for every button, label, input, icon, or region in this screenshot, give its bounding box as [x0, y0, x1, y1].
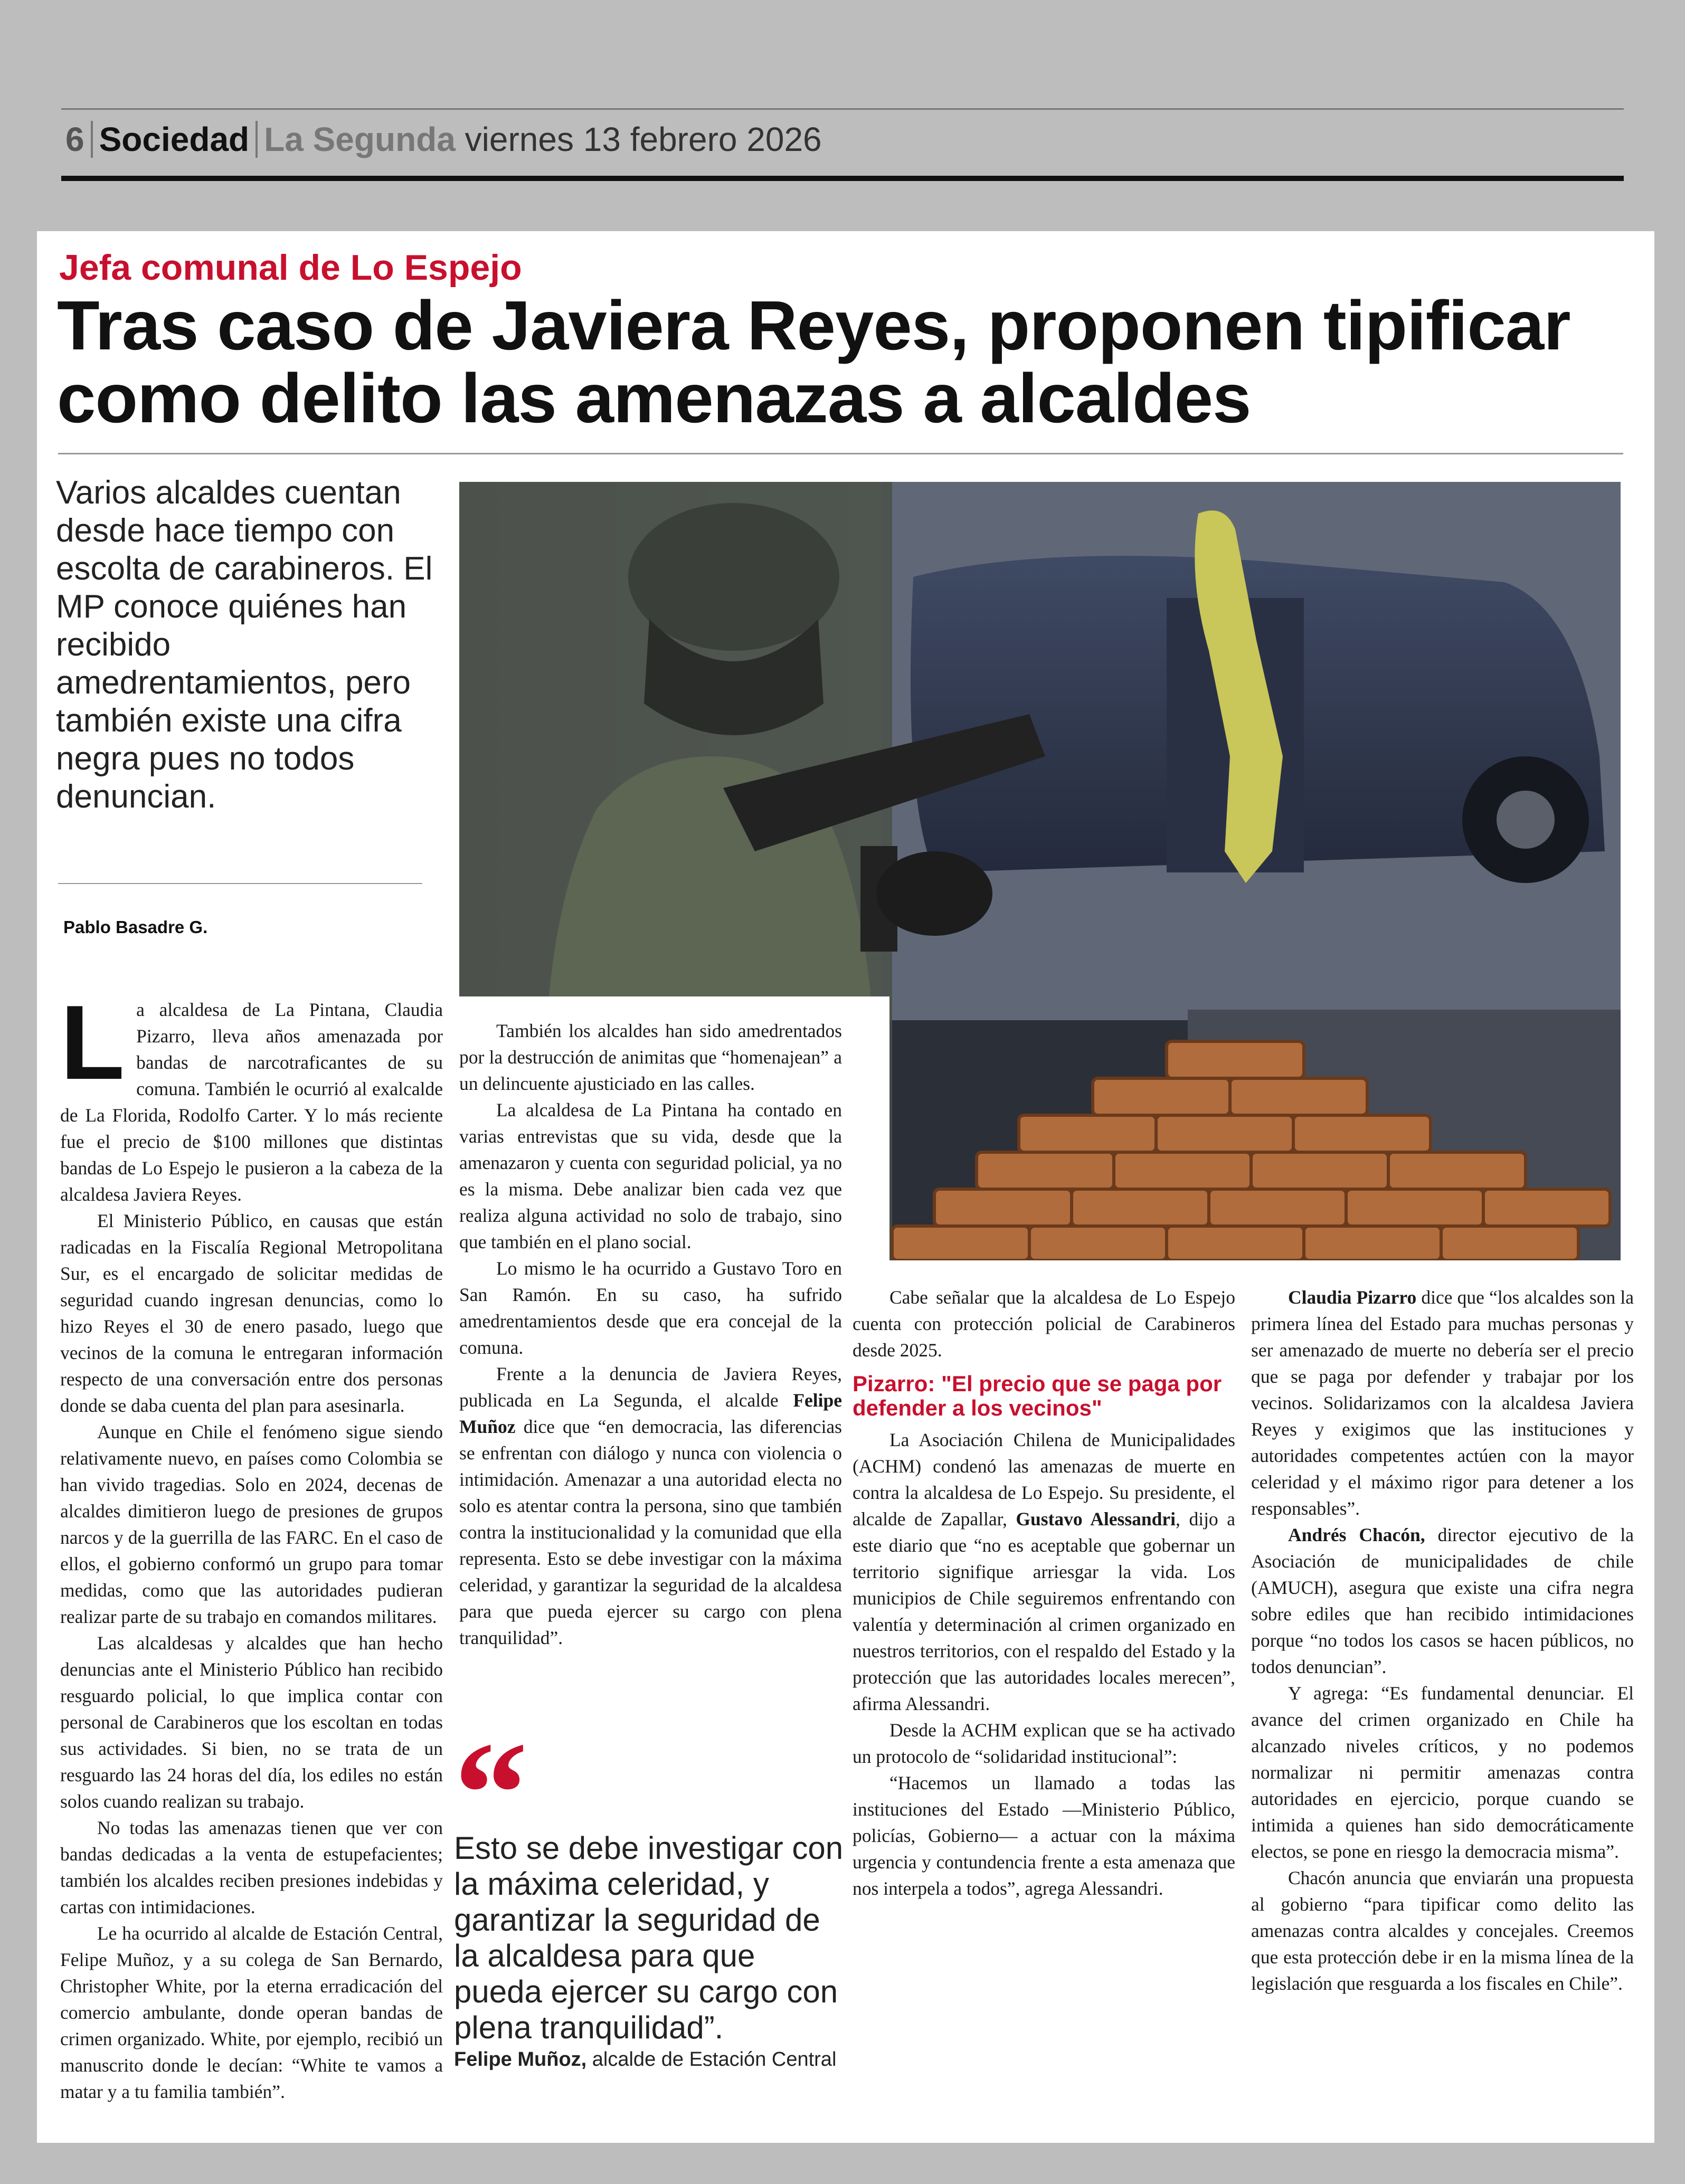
drop-cap: L [60, 984, 125, 1102]
person-name: Andrés Chacón, [1288, 1524, 1425, 1545]
person-name: Felipe Muñoz [459, 1390, 842, 1437]
header-separator [255, 121, 258, 158]
body-column-2 [459, 1018, 842, 1651]
header-bottom-rule [61, 176, 1624, 181]
article-page [37, 231, 1654, 2143]
body-column-1 [60, 984, 443, 2105]
body-paragraph: El Ministerio Público, en causas que están radicadas en la Fiscalía Regional Metropolitana Sur, es el encargado de solicitar medidas de seguridad cuando ingresan denuncias, como lo hizo Reyes el 30 de enero pasado, luego que vecinos de la comuna le entregaran información respecto de una conversación entre dos personas donde se daba cuenta del plan para asesinarla. [60, 1210, 443, 1416]
kicker: Jefa comunal de Lo Espejo [59, 248, 522, 288]
body-paragraph: Aunque en Chile el fenómeno sigue siendo relativamente nuevo, en países como Colombia se han vivido tragedias. Solo en 2024, decenas de alcaldes dimitieron luego de presiones de grupos narcos y de la guerrilla de las FARC. En el caso de ellos, el gobierno conformó un grupo para tomar medidas, como que las autoridades pudieran realizar parte de su trabajo en comandos militares. [60, 1421, 443, 1627]
body-paragraph: Le ha ocurrido al alcalde de Estación Central, Felipe Muñoz, y a su colega de San Bernardo, Christopher White, por la eterna erradicación del comercio ambulante, donde operan bandas de crimen organizado. White, por ejemplo, recibió un manuscrito donde le decían: “White te vamos a matar y a tu familia también”. [60, 1923, 443, 2102]
body-paragraph: Chacón anuncia que enviarán una propuesta al gobierno “para tipificar como delito las amenazas contra alcaldes y concejales. Creemos que esta protección debe ir en la misma línea de la legislación que resguarda a los fiscales en Chile”. [1251, 1867, 1634, 1994]
quote-mark-icon: “ [454, 1711, 528, 1875]
body-paragraph: “Hacemos un llamado a todas las instituciones del Estado —Ministerio Público, policías, Gobierno— a actuar con la máxima urgencia y contundencia frente a esta amenaza que nos interpela a todos”, agrega Alessandri. [853, 1772, 1235, 1899]
body-paragraph: Claudia Pizarro dice que “los alcaldes son la primera línea del Estado para muchas personas y ser amenazado de muerte no debería ser el precio que se paga por defender y trabajar por los vecinos. Solidarizamos con la alcaldesa Javiera Reyes y exigimos que las instituciones y autoridades competentes actúen con la mayor celeridad y el máximo rigor para detener a los responsables”. [1251, 1287, 1634, 1519]
body-column-3 [853, 1284, 1235, 1902]
person-name: Claudia Pizarro [1288, 1287, 1417, 1308]
headline-rule [58, 453, 1623, 454]
headline: Tras caso de Javiera Reyes, proponen tipificar como delito las amenazas a alcaldes [57, 287, 1570, 437]
body-paragraph: La Asociación Chilena de Municipalidades (ACHM) condenó las amenazas de muerte en contra la alcaldesa de Lo Espejo. Su presidente, el alcalde de Zapallar, Gustavo Alessandri, dijo a este diario que “no es aceptable que gobernar un territorio signifique arriesgar la vida. Los municipios de Chile seguiremos enfrentando con valentía y determinación al crimen organizado en nuestros territorios, con el respaldo del Estado y la protección que las autoridades locales merecen”, afirma Alessandri. [853, 1429, 1236, 1714]
page-header [61, 108, 1624, 182]
section-name: Sociedad [99, 120, 250, 159]
header-text [65, 120, 822, 158]
body-paragraph: Andrés Chacón, director ejecutivo de la Asociación de municipalidades de chile (AMUCH), asegura que existe una cifra negra sobre ediles que han recibido intimidaciones porque “no todos los casos se hacen públicos, no todos denuncian”. [1251, 1524, 1634, 1677]
page-number: 6 [65, 120, 84, 159]
body-column-4 [1251, 1284, 1634, 1997]
byline: Pablo Basadre G. [63, 917, 208, 937]
deck: Varios alcaldes cuentan desde hace tiempo con escolta de carabineros. El MP conoce quiénes han recibido amedrentamientos, pero también existe una cifra negra pues no todos denuncian. [56, 474, 433, 815]
pull-quote-attribution: Felipe Muñoz, alcalde de Estación Central [454, 2048, 837, 2071]
body-paragraph: También los alcaldes han sido amedrentados por la destrucción de animitas que “homenajean” a un delincuente ajusticiado en las calles. [459, 1020, 842, 1094]
deck-rule [58, 883, 422, 884]
body-paragraph: Y agrega: “Es fundamental denunciar. El avance del crimen organizado en Chile ha alcanzado niveles críticos, y no podemos normalizar ni permitir amenazas contra autoridades en ejercicio, porque cuando se intimida a quienes han sido democráticamente electos, se pone en riesgo la democracia misma”. [1251, 1683, 1634, 1862]
body-paragraph: Frente a la denuncia de Javiera Reyes, publicada en La Segunda, el alcalde Felipe Muñoz dice que “en democracia, las diferencias se enfrentan con diálogo y nunca con violencia o intimidación. Amenazar a una autoridad electa no solo es atentar contra la persona, sino que también contra la institucionalidad y la comunidad que ella representa. Esto se debe investigar con la máxima celeridad, y garantizar la seguridad de la alcaldesa para que pueda ejercer su cargo con plena tranquilidad”. [459, 1363, 842, 1648]
subheading: Pizarro: "El precio que se paga por defender a los vecinos" [853, 1371, 1222, 1420]
body-paragraph: Lo mismo le ha ocurrido a Gustavo Toro en San Ramón. En su caso, ha sufrido amedrentamientos desde que era concejal de la comuna. [459, 1258, 842, 1358]
pull-quote-text: Esto se debe investigar con la máxima celeridad, y garantizar la seguridad de la alcaldesa para que pueda ejercer su cargo con plena tranquilidad”. [454, 1830, 844, 2045]
body-paragraph: La alcaldesa de La Pintana ha contado en varias entrevistas que su vida, desde que la amenazaron y cuenta con seguridad policial, ya no es la misma. Debe analizar bien cada vez que realiza alguna actividad no solo de trabajo, sino que también en el plano social. [459, 1099, 842, 1252]
pull-quote [454, 1711, 845, 2071]
header-top-rule [61, 108, 1624, 110]
person-name: Gustavo Alessandri [1016, 1508, 1176, 1530]
body-paragraph: No todas las amenazas tienen que ver con bandas dedicadas a la venta de estupefacientes; también los alcaldes reciben presiones indebidas y cartas con intimidaciones. [60, 1817, 443, 1917]
helmet-shape [628, 503, 839, 651]
issue-date: viernes 13 febrero 2026 [465, 120, 822, 159]
publication-name: La Segunda [264, 120, 456, 159]
body-paragraph: Desde la ACHM explican que se ha activado un protocolo de “solidaridad institucional”: [853, 1720, 1235, 1767]
body-paragraph: Las alcaldesas y alcaldes que han hecho denuncias ante el Ministerio Público han recibido resguardo policial, lo que implica contar con personal de Carabineros que los escoltan en todas sus actividades. Si bien, no se trata de un resguardo las 24 horas del día, los ediles no están solos cuando realizan su trabajo. [60, 1632, 443, 1812]
header-separator [91, 121, 93, 158]
body-paragraph: La alcaldesa de La Pintana, Claudia Pizarro, lleva años amenazada por bandas de narcotraficantes de su comuna. También le ocurrió al exalcalde de La Florida, Rodolfo Carter. Y lo más reciente fue el precio de $100 millones que distintas bandas de Lo Espejo le pusieron a la cabeza de la alcaldesa Javiera Reyes. [60, 984, 443, 1205]
body-paragraph: Cabe señalar que la alcaldesa de Lo Espejo cuenta con protección policial de Carabineros desde 2025. [853, 1287, 1235, 1361]
